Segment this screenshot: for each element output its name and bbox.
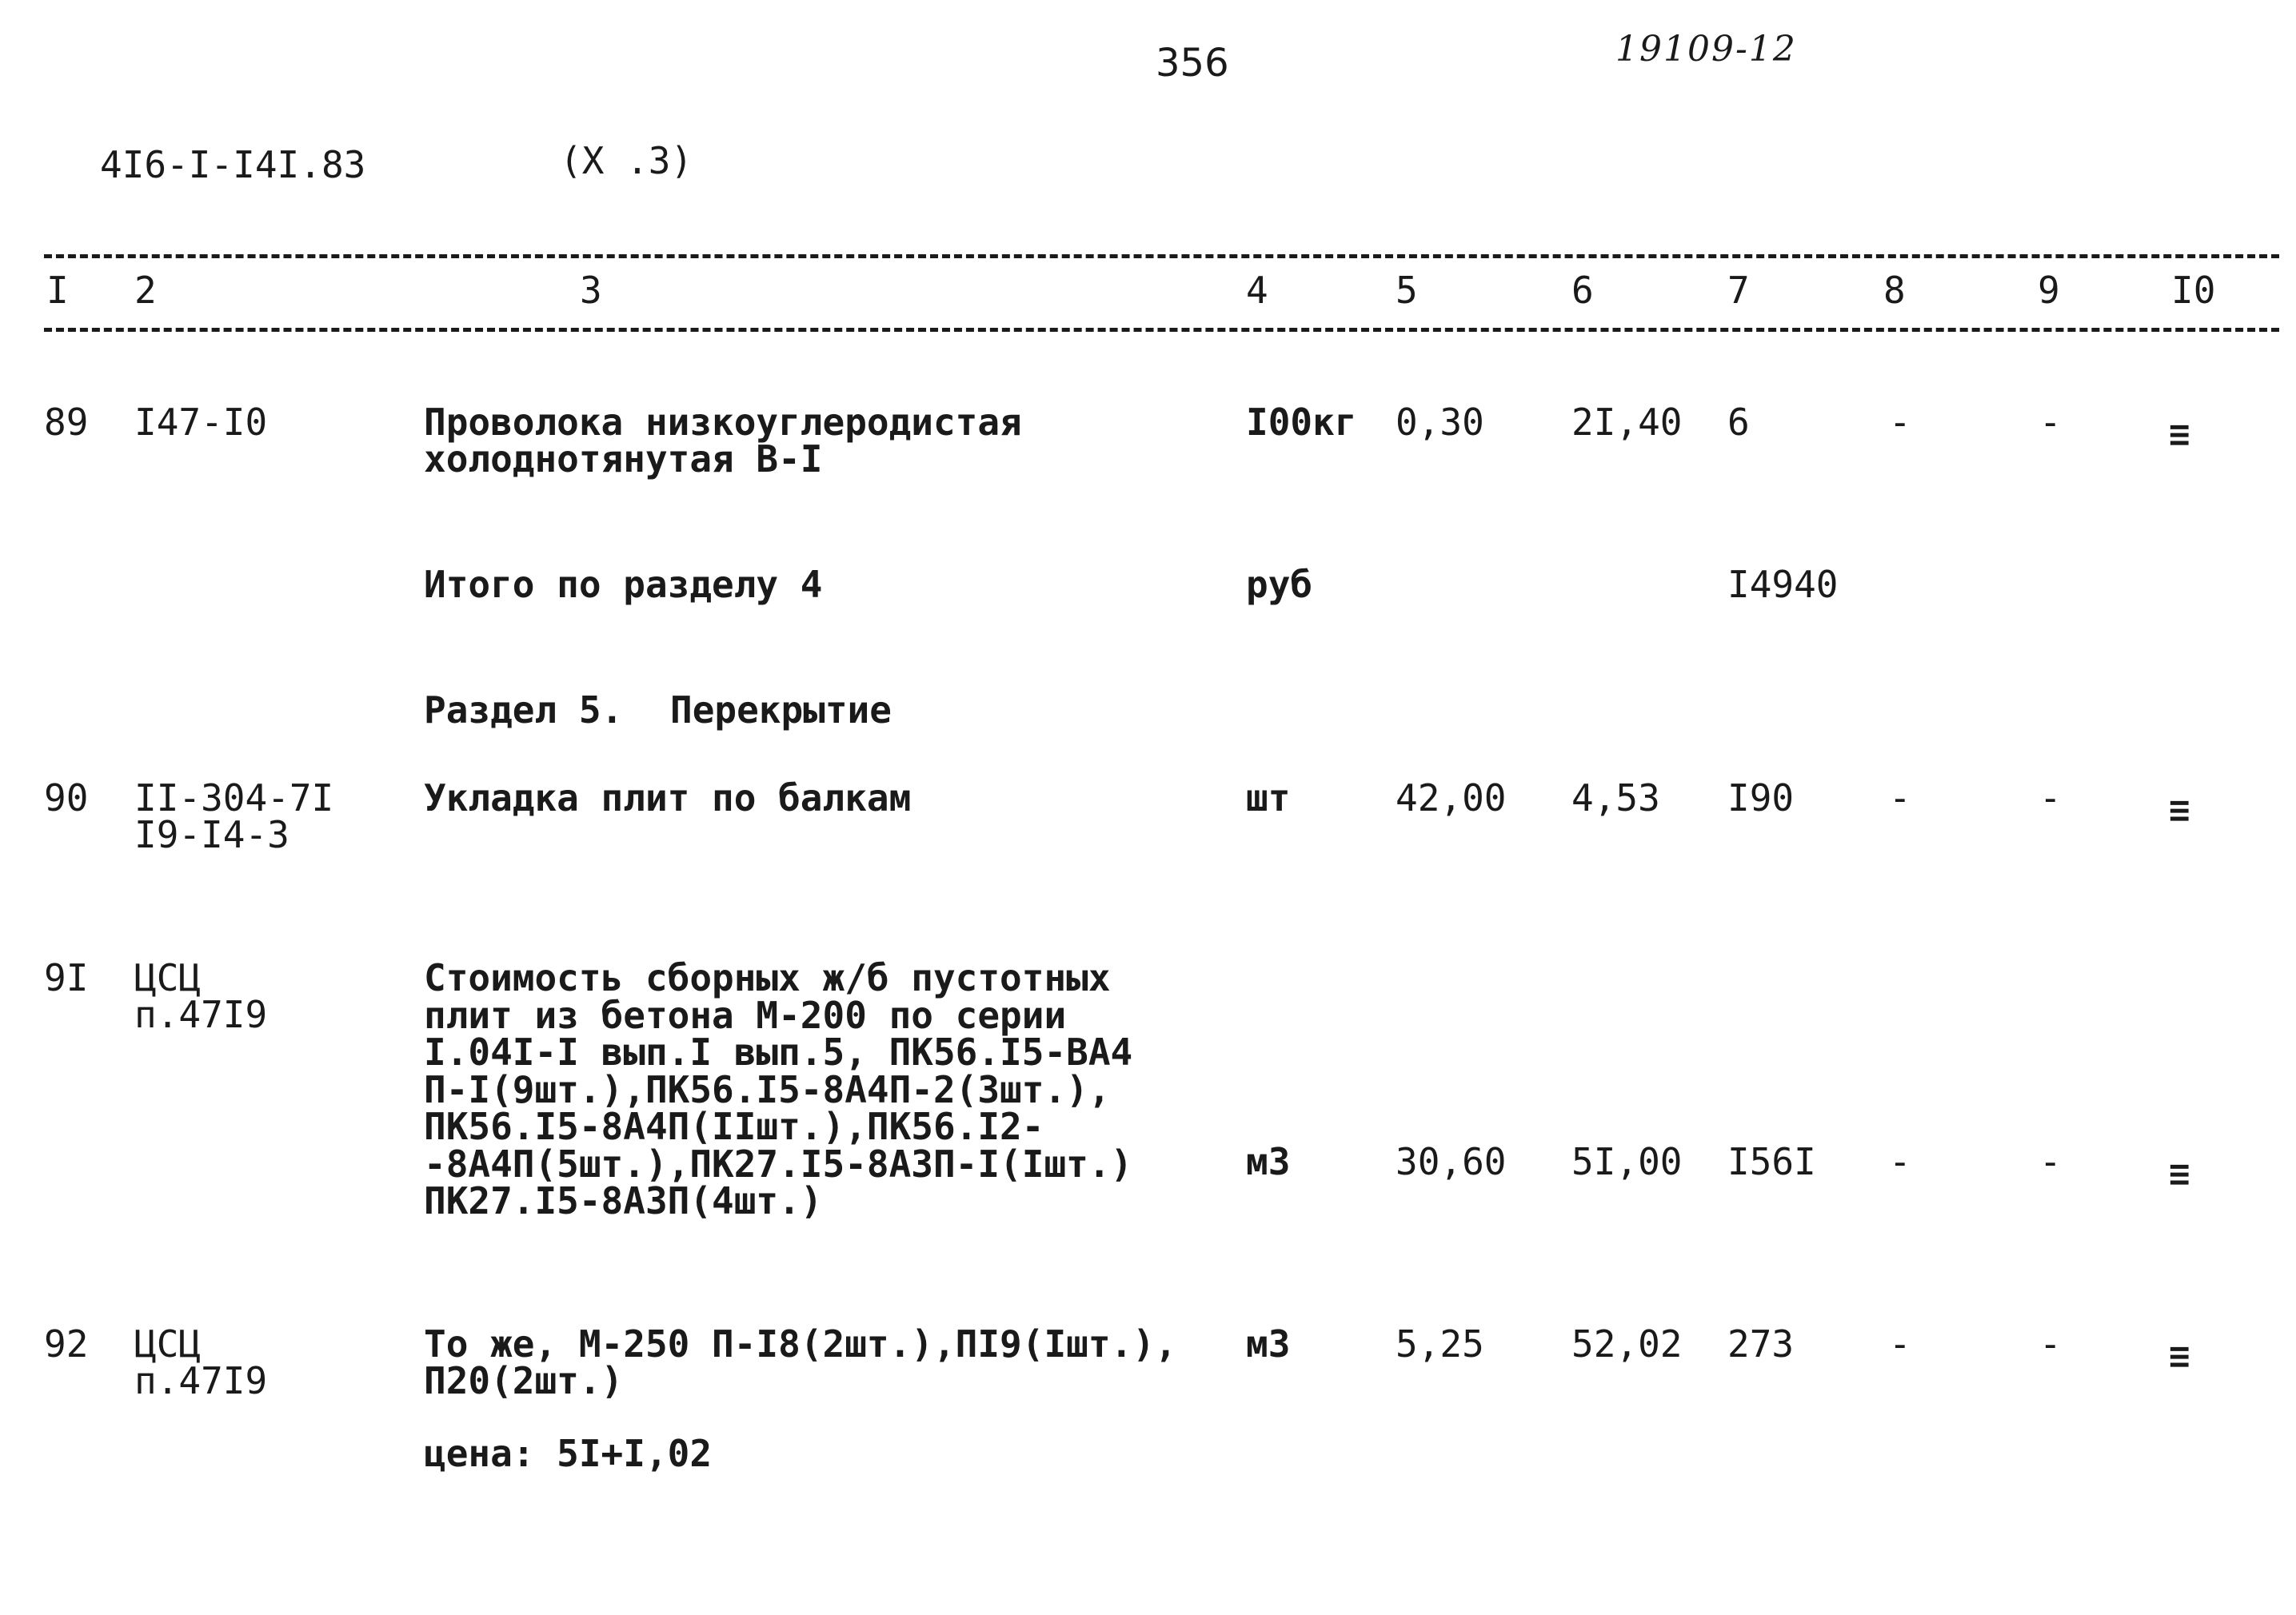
- row-quantity: 0,30: [1396, 401, 1484, 444]
- row-unit: шт: [1246, 776, 1291, 819]
- column-header: 7: [1727, 269, 1750, 312]
- row-unit-price: 2I,40: [1571, 401, 1683, 444]
- column-header: I: [46, 269, 69, 312]
- row-description: Укладка плит по балкам: [424, 776, 912, 819]
- row-quantity: 5,25: [1396, 1322, 1484, 1366]
- row-number: 89: [44, 401, 89, 444]
- header-top-rule: [44, 254, 2279, 258]
- row-col8: -: [1889, 776, 1911, 819]
- header-bottom-rule: [44, 328, 2279, 332]
- subtotal-total: I4940: [1727, 563, 1839, 606]
- section-label: Раздел 5.: [424, 688, 624, 732]
- section-title: Перекрытие: [670, 688, 892, 732]
- row-col9: -: [2039, 401, 2062, 444]
- row-unit: I00кг: [1246, 401, 1357, 444]
- row-description: Проволока низкоуглеродистая холоднотянутая В-I: [424, 401, 1022, 481]
- row-number: 9I: [44, 956, 89, 999]
- row-col8: -: [1889, 401, 1911, 444]
- row-code: I47-I0: [134, 401, 268, 444]
- subtotal-label: Итого по разделу 4: [424, 563, 823, 606]
- row-code: ЦСЦ п.47I9: [134, 956, 268, 1036]
- row-description: Стоимость сборных ж/б пустотных плит из бетона М-200 по серии I.04I-I вып.I вып.5, ПК56.I5-ВА4 П-I(9шт.),ПК56.I5-8А4П-2(3шт.), ПК56.I5-8А4П(IIшт.),ПК56.I2- -8А4П(5шт.),ПК27.I5-8А3П-I(Iшт.) ПК27.I5-8А3П(4шт.): [424, 956, 1133, 1222]
- row-description: То же, М-250 П-I8(2шт.),ПI9(Iшт.), П20(2шт.): [424, 1322, 1177, 1402]
- row-quantity: 42,00: [1396, 776, 1507, 819]
- column-header: 8: [1883, 269, 1906, 312]
- row-code: ЦСЦ п.47I9: [134, 1322, 268, 1402]
- row-unit: м3: [1246, 1322, 1291, 1366]
- subtotal-unit: руб: [1246, 563, 1313, 606]
- page-number: 356: [1156, 41, 1229, 86]
- row-col9: -: [2039, 776, 2062, 819]
- row-unit-price: 5I,00: [1571, 1140, 1683, 1183]
- column-header: 4: [1246, 269, 1268, 312]
- row-unit: м3: [1246, 1140, 1291, 1183]
- section-marker: (X .3): [560, 139, 693, 182]
- row-unit-price: 4,53: [1571, 776, 1660, 819]
- row-col10-mark: ≡: [2169, 1336, 2190, 1377]
- column-header: 5: [1396, 269, 1418, 312]
- row-number: 92: [44, 1322, 89, 1366]
- column-header: 6: [1571, 269, 1594, 312]
- row-number: 90: [44, 776, 89, 819]
- row-quantity: 30,60: [1396, 1140, 1507, 1183]
- row-col9: -: [2039, 1322, 2062, 1366]
- row-total: I90: [1727, 776, 1795, 819]
- row-col10-mark: ≡: [2169, 790, 2190, 831]
- price-note: цена: 5I+I,02: [424, 1432, 713, 1475]
- row-col10-mark: ≡: [2169, 1154, 2190, 1194]
- row-col8: -: [1889, 1322, 1911, 1366]
- column-header: I0: [2171, 269, 2216, 312]
- row-unit-price: 52,02: [1571, 1322, 1683, 1366]
- row-total: 6: [1727, 401, 1750, 444]
- row-total: I56I: [1727, 1140, 1816, 1183]
- document-code: 4I6-I-I4I.83: [100, 143, 366, 186]
- row-total: 273: [1727, 1322, 1795, 1366]
- column-header: 3: [580, 269, 602, 312]
- row-code: II-304-7I I9-I4-3: [134, 776, 334, 856]
- row-col9: -: [2039, 1140, 2062, 1183]
- row-col8: -: [1889, 1140, 1911, 1183]
- row-col10-mark: ≡: [2169, 414, 2190, 455]
- column-header: 2: [134, 269, 157, 312]
- column-header: 9: [2038, 269, 2060, 312]
- handwritten-code: 19109-12: [1615, 29, 1797, 70]
